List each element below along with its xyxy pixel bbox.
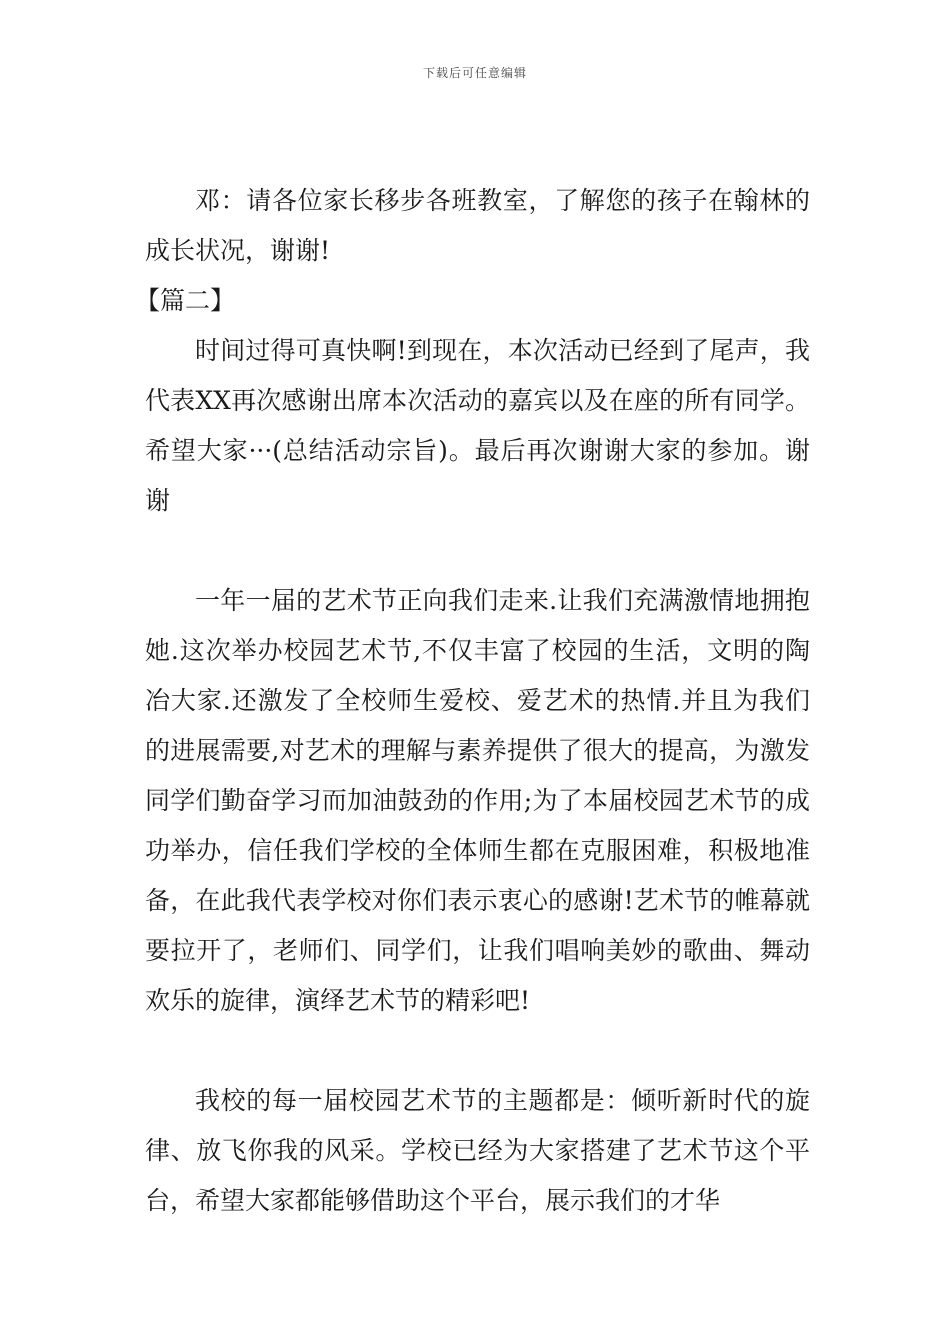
paragraph-closing-remark: 邓：请各位家长移步各班教室，了解您的孩子在翰林的成长状况，谢谢! (145, 186, 810, 265)
section-heading: 【篇二】 (135, 286, 236, 315)
page-header: 下载后可任意编辑 (422, 66, 527, 80)
paragraph-festival-theme: 我校的每一届校园艺术节的主题都是：倾听新时代的旋律、放飞你我的风采。学校已经为大家搭建了艺术节这个平台，希望大家都能够借助这个平台，展示我们的才华 (145, 1086, 810, 1215)
paragraph-spacer (145, 526, 810, 576)
document-body (135, 176, 810, 1226)
paragraph-spacer (145, 1026, 810, 1076)
paragraph-activity-ending: 时间过得可真快啊!到现在，本次活动已经到了尾声，我代表XX再次感谢出席本次活动的嘉宾以及在座的所有同学。希望大家···(总结活动宗旨)。最后再次谢谢大家的参加。谢谢 (145, 336, 810, 515)
paragraph-art-festival: 一年一届的艺术节正向我们走来.让我们充满激情地拥抱她.这次举办校园艺术节,不仅丰富了校园的生活，文明的陶冶大家.还激发了全校师生爱校、爱艺术的热情.并且为我们的进展需要,对艺术的理解与素养提供了很大的提高，为激发同学们勤奋学习而加油鼓劲的作用;为了本届校园艺术节的成功举办，信任我们学校的全体师生都在克服困难，积极地准备，在此我代表学校对你们表示衷心的感谢!艺术节的帷幕就要拉开了，老师们、同学们，让我们唱响美妙的歌曲、舞动欢乐的旋律，演绎艺术节的精彩吧! (145, 586, 810, 1015)
